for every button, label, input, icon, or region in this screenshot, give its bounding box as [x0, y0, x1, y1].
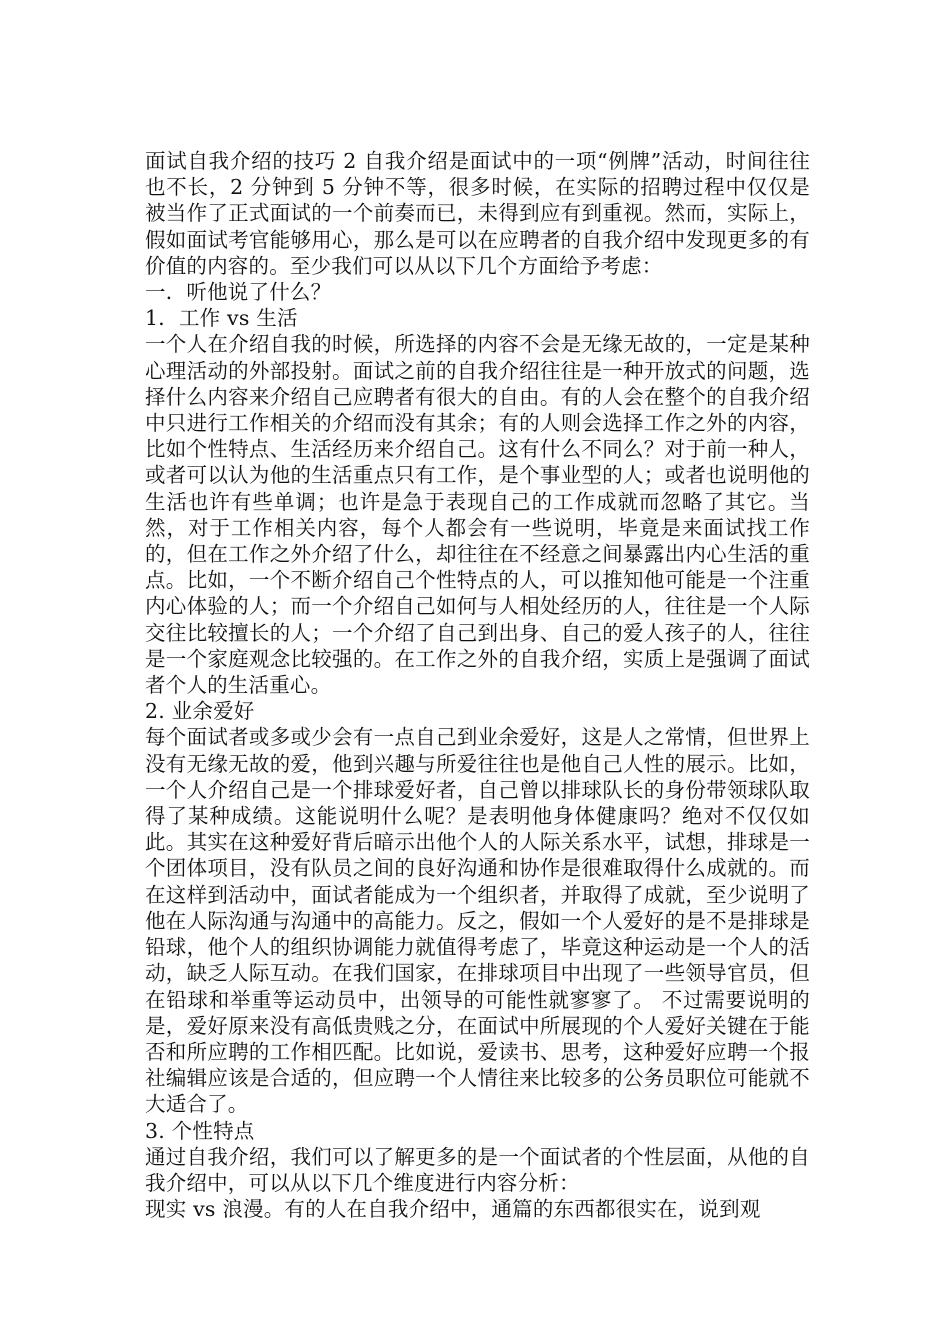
body-paragraph-reality-vs-romance: 现实 vs 浪漫。有的人在自我介绍中，通篇的东西都很实在，说到观	[145, 1197, 761, 1222]
intro-paragraph: 面试自我介绍的技巧 2 自我介绍是面试中的一项“例牌”活动，时间往往也不长，2 分钟到 5 分钟不等，很多时候，在实际的招聘过程中仅仅是被当作了正式面试的一个前奏而已，未得到应有到重视。然而，实际上，假如面试考官能够用心，那么是可以在应聘者的自我介绍中发现更多的有价值的内容的。至少我们可以从以下几个方面给予考虑：	[145, 149, 810, 278]
body-paragraph-personality: 通过自我介绍，我们可以了解更多的是一个面试者的个性层面，从他的自我介绍中，可以从以下几个维度进行内容分析：	[145, 1144, 810, 1195]
subsection-heading-personality: 3. 个性特点	[145, 1118, 255, 1143]
subsection-heading-work-vs-life: 1．工作 vs 生活	[145, 306, 298, 331]
body-paragraph-work-vs-life: 一个人在介绍自我的时候，所选择的内容不会是无缘无故的，一定是某种心理活动的外部投射。面试之前的自我介绍往往是一种开放式的问题，选择什么内容来介绍自己应聘者有很大的自由。有的人会在整个的自我介绍中只进行工作相关的介绍而没有其余；有的人则会选择工作之外的内容，比如个性特点、生活经历来介绍自己。这有什么不同么？对于前一种人，或者可以认为他的生活重点只有工作，是个事业型的人；或者也说明他的生活也许有些单调；也许是急于表现自己的工作成就而忽略了其它。当然，对于工作相关内容，每个人都会有一些说明，毕竟是来面试找工作的，但在工作之外介绍了什么，却往往在不经意之间暴露出内心生活的重点。比如，一个不断介绍自己个性特点的人，可以推知他可能是一个注重内心体验的人；而一个介绍自己如何与人相处经历的人，往往是一个人际交往比较擅长的人；一个介绍了自己到出身、自己的爱人孩子的人，往往是一个家庭观念比较强的。在工作之外的自我介绍，实质上是强调了面试者个人的生活重心。	[145, 332, 810, 698]
subsection-heading-hobbies: 2. 业余爱好	[145, 699, 255, 724]
section-heading-1: 一．听他说了什么？	[145, 280, 332, 305]
body-paragraph-hobbies: 每个面试者或多或少会有一点自己到业余爱好，这是人之常情，但世界上没有无缘无故的爱，他到兴趣与所爱往往也是他自己人性的展示。比如，一个人介绍自己是一个排球爱好者，自己曾以排球队长的身份带领球队取得了某种成绩。这能说明什么呢？是表明他身体健康吗？绝对不仅仅如此。其实在这种爱好背后暗示出他个人的人际关系水平，试想，排球是一个团体项目，没有队员之间的良好沟通和协作是很难取得什么成就的。而在这样到活动中，面试者能成为一个组织者，并取得了成就，至少说明了他在人际沟通与沟通中的高能力。反之，假如一个人爱好的是不是排球是铅球，他个人的组织协调能力就值得考虑了，毕竟这种运动是一个人的活动，缺乏人际互动。在我们国家，在排球项目中出现了一些领导官员，但在铅球和举重等运动员中，出领导的可能性就寥寥了。 不过需要说明的是，爱好原来没有高低贵贱之分，在面试中所展现的个人爱好关键在于能否和所应聘的工作相匹配。比如说，爱读书、思考，这种爱好应聘一个报社编辑应该是合适的，但应聘一个人情往来比较多的公务员职位可能就不大适合了。	[145, 725, 810, 1117]
document-body	[145, 148, 810, 1222]
